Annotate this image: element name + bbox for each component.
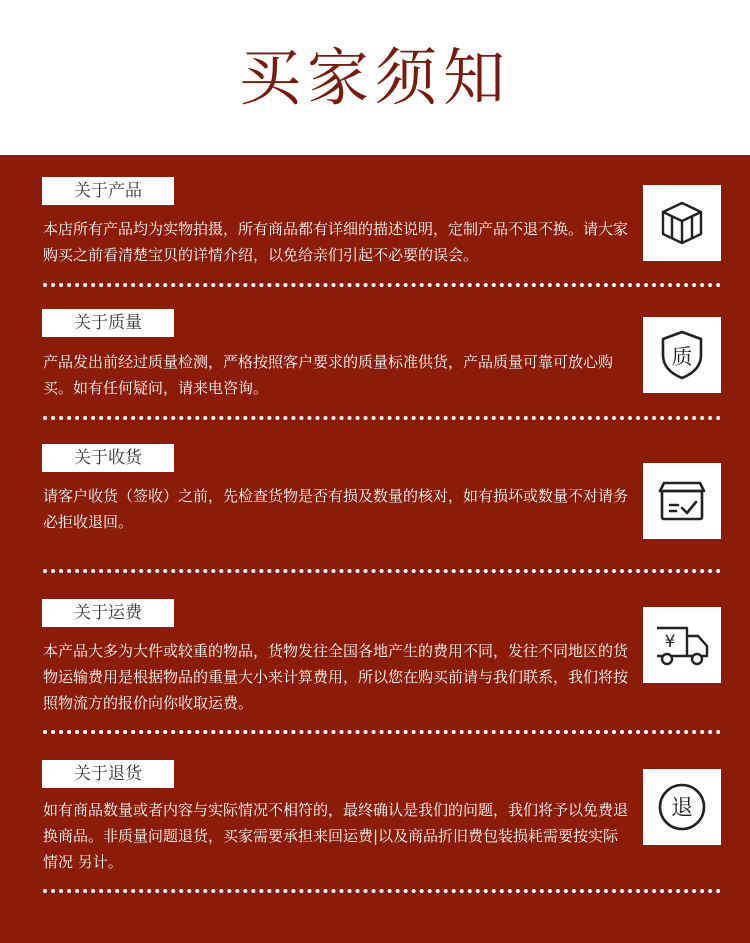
section-shipping-text: 本产品大多为大件或较重的物品，货物发往全国各地产生的费用不同，发往不同地区的货物运输费用是根据物品的重量大小来计算费用，所以您在购买前请与我们联系，我们将按照物流方的报价向你收取运费。 xyxy=(43,642,629,712)
section-product-label: 关于产品 xyxy=(42,177,174,205)
return-circle-icon xyxy=(643,769,721,845)
box-icon xyxy=(643,185,721,261)
section-divider xyxy=(43,283,721,287)
section-receipt-text: 请客户收货（签收）之前，先检查货物是否有损及数量的核对，如有损坏或数量不对请务必拒收退回。 xyxy=(43,487,629,531)
section-shipping-label: 关于运费 xyxy=(42,599,174,627)
page-title: 买家须知 xyxy=(238,41,511,114)
section-divider xyxy=(43,730,721,734)
section-returns-label: 关于退货 xyxy=(42,760,174,788)
package-check-icon xyxy=(643,463,721,539)
notice-panel xyxy=(0,155,750,943)
section-divider xyxy=(43,889,721,893)
quality-shield-icon-text: 质 xyxy=(671,345,693,369)
header xyxy=(0,0,750,155)
quality-shield-icon xyxy=(643,317,721,393)
section-product-text: 本店所有产品均为实物拍摄，所有商品都有详细的描述说明，定制产品不退不换。请大家购买之前看清楚宝贝的详情介绍，以免给亲们引起不必要的误会。 xyxy=(43,220,629,264)
section-quality-text: 产品发出前经过质量检测，严格按照客户要求的质量标准供货，产品质量可靠可放心购买。如有任何疑问，请来电咨询。 xyxy=(43,353,614,397)
delivery-truck-icon xyxy=(643,607,721,683)
section-receipt-label: 关于收货 xyxy=(42,444,174,472)
section-returns-text: 如有商品数量或者内容与实际情况不相符的，最终确认是我们的问题，我们将予以免费退换商品。非质量问题退货，买家需要承担来回运费|以及商品折旧费包装损耗需要按实际情况 另计。 xyxy=(43,801,629,871)
section-quality-label: 关于质量 xyxy=(42,309,174,337)
section-divider xyxy=(43,569,721,573)
return-circle-icon-text: 退 xyxy=(670,796,694,821)
section-divider xyxy=(43,416,721,420)
delivery-truck-icon-text: ¥ xyxy=(664,632,676,652)
